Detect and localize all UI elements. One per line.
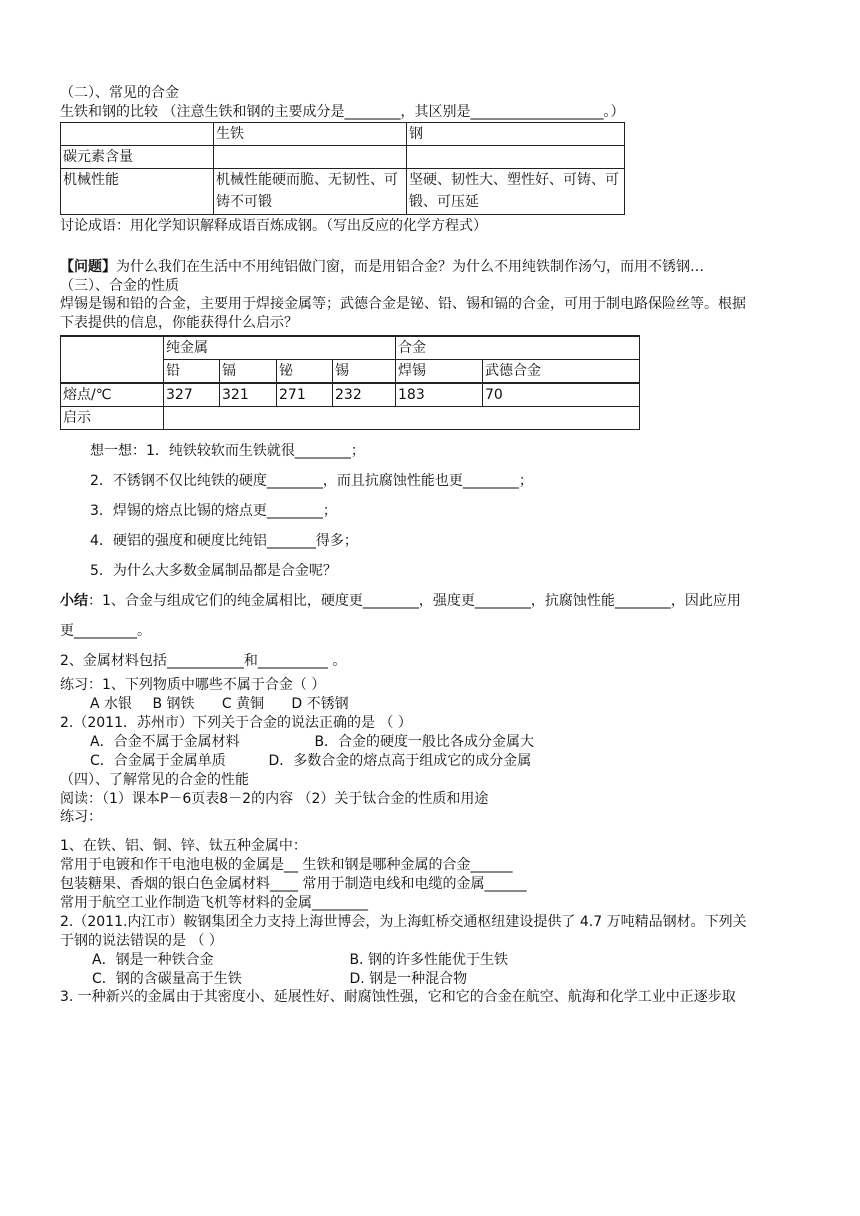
mp-lead: 327 xyxy=(164,383,220,407)
mp-cadmium: 321 xyxy=(220,383,277,407)
exercise-2-options-ab xyxy=(60,733,805,752)
ex1-option-d: D 不锈钢 xyxy=(291,696,349,713)
solder-paragraph-2: 下表提供的信息，你能获得什么启示？ xyxy=(60,315,298,332)
mp-bismuth: 271 xyxy=(277,383,333,407)
alloy-solder: 焊锡 xyxy=(396,360,483,384)
ex2-option-d: D．多数合金的熔点高于组成它的成分金属 xyxy=(268,752,532,769)
q3-line-1: 3. 一种新兴的金属由于其密度小、延展性好、耐腐蚀性强，它和它的合金在航空、航海和化学工业中正逐步取 xyxy=(60,989,736,1006)
pig-iron-mechanical: 机械性能硬而脆、无韧性、可铸不可锻 xyxy=(214,168,407,214)
think-4: 4．硬铝的强度和硬度比纯铝_______得多； xyxy=(90,533,358,550)
row-carbon-label: 碳元素含量 xyxy=(61,145,214,168)
practice-label: 练习： xyxy=(60,809,102,826)
ex2-option-c: C．合金属于金属单质 xyxy=(90,752,226,769)
row-mechanical-label: 机械性能 xyxy=(61,168,214,214)
row-melting-point-label: 熔点/℃ xyxy=(61,383,164,407)
q1-line-3: 常用于航空工业作制造飞机等材料的金属________ xyxy=(60,895,368,912)
think-1: 想一想：1．纯铁较软而生铁就很________； xyxy=(90,443,365,460)
exercise-2: 2.（2011．苏州市）下列关于合金的说法正确的是 （ ） xyxy=(60,715,412,732)
section-3-title: （三）、合金的性质 xyxy=(60,277,179,294)
melting-point-table xyxy=(60,335,640,430)
q2-options-ab xyxy=(60,951,805,970)
ex2-option-b: B．合金的硬度一般比各成分金属大 xyxy=(314,733,535,750)
think-2: 2．不锈钢不仅比纯铁的硬度________，而且抗腐蚀性能也更________； xyxy=(90,473,533,490)
header-pure-metal: 纯金属 xyxy=(164,336,396,360)
q1-line-2: 包装糖果、香烟的银白色金属材料____ 常用于制造电线和电缆的金属______ xyxy=(60,876,527,893)
summary-label: 小结 xyxy=(60,593,88,610)
exercise-1: 练习：1、下列物质中哪些不属于合金（ ） xyxy=(60,677,326,694)
q2-option-c: C．钢的含碳量高于生铁 xyxy=(92,970,242,987)
section-4-title: （四）、了解常见的合金的性能 xyxy=(60,771,249,788)
exercise-1-options xyxy=(60,695,805,714)
question-line xyxy=(60,258,805,277)
summary-line-1: 小结：1、合金与组成它们的纯金属相比，硬度更________，强度更________，抗腐蚀性能________，因此应用 xyxy=(60,593,741,610)
ex2-option-a: A．合金不属于金属材料 xyxy=(90,733,240,750)
header-steel: 钢 xyxy=(407,122,625,145)
q1-line-1: 常用于电镀和作干电池电极的金属是__ 生铁和钢是哪种金属的合金______ xyxy=(60,857,513,874)
think-3: 3．焊锡的熔点比锡的熔点更________； xyxy=(90,503,337,520)
section-2-title: （二）、常见的合金 xyxy=(60,85,179,101)
q2-option-a: A．钢是一种铁合金 xyxy=(92,951,214,968)
compare-line: 生铁和钢的比较 （注意生铁和钢的主要成分是________，其区别是___________________。） xyxy=(60,103,625,120)
question-text: 为什么我们在生活中不用纯铝做门窗，而是用铝合金？为什么不用纯铁制作汤勺，而用不锈钢… xyxy=(116,258,704,275)
q2-line-1: 2.（2011.内江市）鞍钢集团全力支持上海世博会，为上海虹桥交通枢纽建设提供了 4.7 万吨精品钢材。下列关 xyxy=(60,913,747,930)
question-label: 【问题】 xyxy=(60,258,116,275)
q1-intro: 1、在铁、铝、铜、锌、钛五种金属中： xyxy=(60,838,307,855)
metal-bismuth: 铋 xyxy=(277,360,333,384)
header-pig-iron: 生铁 xyxy=(214,122,407,145)
summary-line-3: 2、金属材料包括___________和__________ 。 xyxy=(60,653,347,670)
ex1-option-a: A 水银 xyxy=(90,696,133,713)
metal-lead: 铅 xyxy=(164,360,220,384)
ex1-option-b: B 钢铁 xyxy=(152,696,195,713)
ex1-option-c: C 黄铜 xyxy=(221,696,265,713)
iron-steel-table xyxy=(60,122,625,215)
alloy-wood: 武德合金 xyxy=(483,360,640,384)
metal-tin: 锡 xyxy=(333,360,396,384)
steel-mechanical: 坚硬、韧性大、塑性好、可铸、可锻、可压延 xyxy=(407,168,625,214)
q2-option-b: B. 钢的许多性能优于生铁 xyxy=(349,951,508,968)
document-page xyxy=(60,84,805,1007)
exercise-2-options-cd xyxy=(60,752,805,771)
think-5: 5．为什么大多数金属制品都是合金呢？ xyxy=(90,563,337,580)
q2-option-d: D. 钢是一种混合物 xyxy=(349,970,468,987)
reading-line: 阅读：（1）课本P－6页表8－2的内容 （2）关于钛合金的性质和用途 xyxy=(60,790,489,807)
q2-options-cd xyxy=(60,970,805,989)
mp-tin: 232 xyxy=(333,383,396,407)
metal-cadmium: 镉 xyxy=(220,360,277,384)
header-alloy: 合金 xyxy=(396,336,640,360)
summary-line-2: 更_________。 xyxy=(60,623,151,640)
mp-solder: 183 xyxy=(396,383,483,407)
row-hint-label: 启示 xyxy=(61,407,164,430)
mp-wood: 70 xyxy=(483,383,640,407)
q2-line-2: 于钢的说法错误的是 （ ） xyxy=(60,932,223,949)
discussion-line: 讨论成语：用化学知识解释成语百炼成钢。（写出反应的化学方程式） xyxy=(60,217,487,234)
solder-paragraph-1: 焊锡是锡和铅的合金，主要用于焊接金属等；武德合金是铋、铅、锡和镉的合金，可用于制电路保险丝等。根据 xyxy=(60,296,746,313)
